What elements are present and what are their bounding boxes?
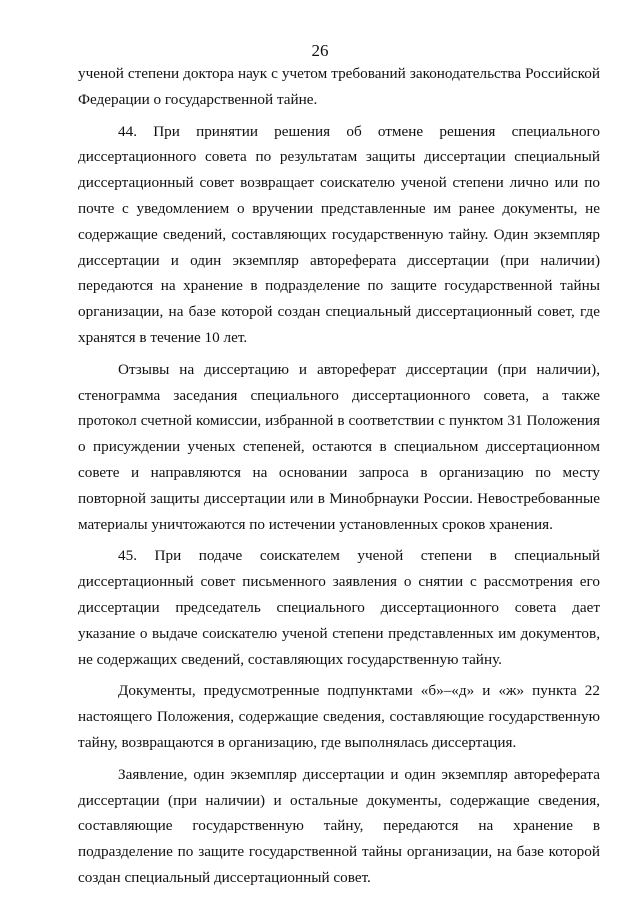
paragraph-documents: Документы, предусмотренные подпунктами «б»–«д» и «ж» пункта 22 настоящего Положения, содержащие сведения, составляющие государственную тайну, возвращаются в организацию, где выполнялась диссертация. bbox=[78, 682, 600, 751]
paragraph-clause-44: 44. При принятии решения об отмене решения специального диссертационного совета по результатам защиты диссертации специальный диссертационный совет возвращает соискателю ученой степени лично или по почте с уведомлением о вручении представленные им ранее документы, не содержащие сведений, составляющих государственную тайну. Один экземпляр диссертации и один экземпляр автореферата диссертации (при наличии) передаются на хранение в подразделение по защите государственной тайны организации, на базе которой создан специальный диссертационный совет, где хранятся в течение 10 лет. bbox=[78, 122, 600, 346]
document-body bbox=[78, 61, 600, 891]
paragraph-application: Заявление, один экземпляр диссертации и один экземпляр автореферата диссертации (при наличии) и остальные документы, содержащие сведения, составляющие государственную тайну, передаются на хранение в подразделение по защите государственной тайны организации, на базе которой создан специальный диссертационный совет. bbox=[78, 765, 600, 886]
paragraph-continuation: ученой степени доктора наук с учетом требований законодательства Российской Федерации о государственной тайне. bbox=[78, 65, 600, 108]
page-number: 26 bbox=[311, 41, 329, 60]
paragraph-reviews: Отзывы на диссертацию и автореферат диссертации (при наличии), стенограмма заседания специального диссертационного совета, а также протокол счетной комиссии, избранной в соответствии с пунктом 31 Положения о присуждении ученых степеней, остаются в специальном диссертационном совете и направляются на основании запроса в организацию по месту повторной защиты диссертации или в Минобрнауки России. Невостребованные материалы уничтожаются по истечении установленных сроков хранения. bbox=[78, 360, 600, 533]
paragraph-clause-45: 45. При подаче соискателем ученой степени в специальный диссертационный совет письменного заявления о снятии с рассмотрения его диссертации председатель специального диссертационного совета дает указание о выдаче соискателю ученой степени представленных им документов, не содержащих сведений, составляющих государственную тайну. bbox=[78, 547, 600, 668]
